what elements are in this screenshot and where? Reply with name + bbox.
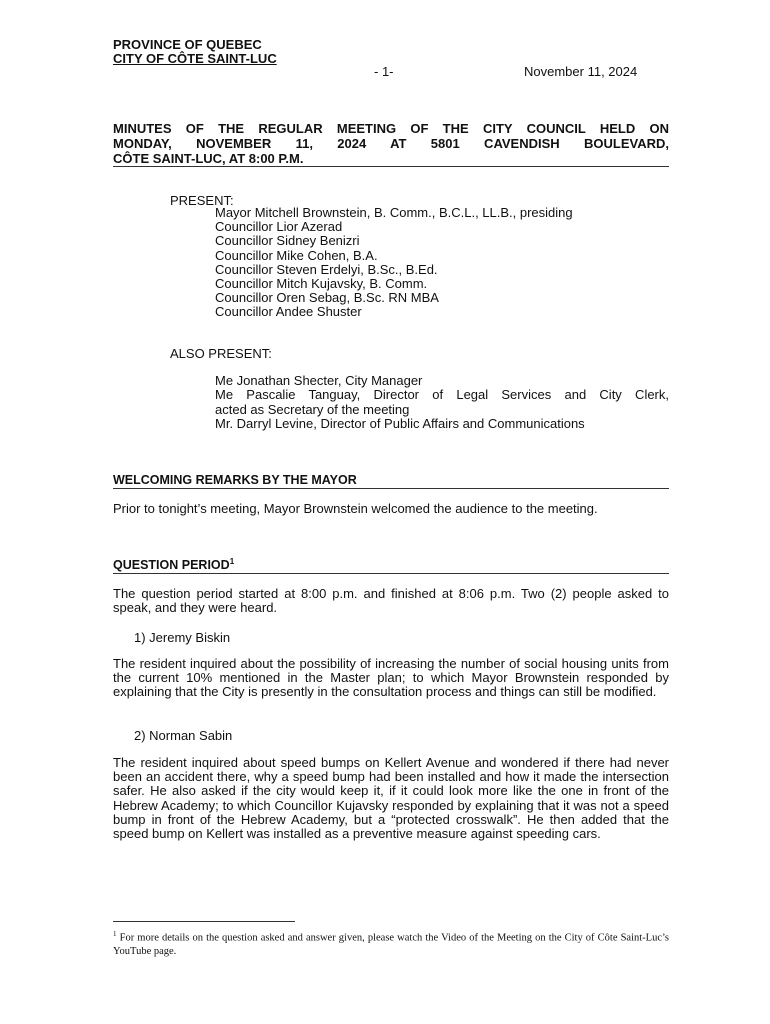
province-heading: PROVINCE OF QUEBEC — [113, 37, 262, 52]
question-period-intro: The question period started at 8:00 p.m. and finished at 8:06 p.m. Two (2) people asked to speak, and they were heard. — [113, 586, 669, 616]
also-present-list — [215, 374, 669, 431]
meeting-date: November 11, 2024 — [524, 64, 638, 79]
also-present-line: Me Pascalie Tanguay, Director of Legal Services and City Clerk, — [215, 387, 669, 403]
question-item-label: 2) Norman Sabin — [134, 728, 233, 743]
welcoming-divider — [113, 488, 669, 489]
welcoming-heading: WELCOMING REMARKS BY THE MAYOR — [113, 473, 357, 487]
present-member: Councillor Sidney Benizri — [215, 233, 360, 249]
present-member: Councillor Lior Azerad — [215, 219, 343, 235]
footnote — [113, 928, 669, 958]
footnote-ref: 1 — [229, 557, 235, 566]
title-line-3: CÔTE SAINT-LUC, AT 8:00 P.M. — [113, 151, 304, 166]
present-member: Councillor Oren Sebag, B.Sc. RN MBA — [215, 290, 439, 306]
present-member: Mayor Mitchell Brownstein, B. Comm., B.C.L., LL.B., presiding — [215, 205, 573, 220]
question-period-heading — [113, 557, 234, 572]
present-member: Councillor Mike Cohen, B.A. — [215, 247, 378, 263]
minutes-title — [113, 121, 669, 166]
present-label: PRESENT: — [170, 193, 234, 208]
title-line-1: MINUTES OF THE REGULAR MEETING OF THE CITY COUNCIL HELD ON — [113, 121, 669, 136]
page-number: - 1- — [374, 64, 394, 79]
question-item-label: 1) Jeremy Biskin — [134, 630, 231, 645]
question-period-title: QUESTION PERIOD — [113, 558, 230, 573]
also-present-label: ALSO PRESENT: — [170, 346, 272, 361]
also-present-line: Me Jonathan Shecter, City Manager — [215, 373, 423, 388]
also-present-line: acted as Secretary of the meeting — [215, 401, 410, 417]
title-line-2: MONDAY, NOVEMBER 11, 2024 AT 5801 CAVENDISH BOULEVARD, — [113, 136, 669, 151]
also-present-line: Mr. Darryl Levine, Director of Public Affairs and Communications — [215, 415, 585, 431]
present-member: Councillor Steven Erdelyi, B.Sc., B.Ed. — [215, 261, 438, 277]
footnote-number: 1 — [113, 930, 117, 938]
present-member: Councillor Mitch Kujavsky, B. Comm. — [215, 275, 428, 291]
present-member: Councillor Andee Shuster — [215, 304, 362, 320]
question-item-text: The resident inquired about the possibility of increasing the number of social housing units from the current 10% mentioned in the Master plan; to which Mayor Brownstein responded by explaining that the City is presently in the consultation process and things can still be modified. — [113, 656, 669, 700]
present-list — [215, 206, 573, 320]
welcoming-text: Prior to tonight’s meeting, Mayor Brownstein welcomed the audience to the meeting. — [113, 501, 598, 516]
city-heading: CITY OF CÔTE SAINT-LUC — [113, 51, 277, 66]
footnote-divider — [113, 921, 295, 922]
question-period-divider — [113, 573, 669, 574]
footnote-text: For more details on the question asked and answer given, please watch the Video of the Meeting on the City of Côte Saint-Luc’s YouTube page. — [113, 932, 669, 957]
title-divider — [113, 166, 669, 167]
question-item-text: The resident inquired about speed bumps on Kellert Avenue and wondered if there had never been an accident there, why a speed bump had been installed and how it made the intersection safer. He also asked if the city would keep it, if it could look more like the one in front of the Hebrew Academy; to which Councillor Kujavsky responded by explaining that it was not a speed bump in front of the Hebrew Academy, but a “protected crosswalk”. He then added that the speed bump on Kellert was installed as a preventive measure against speeding cars. — [113, 755, 669, 842]
